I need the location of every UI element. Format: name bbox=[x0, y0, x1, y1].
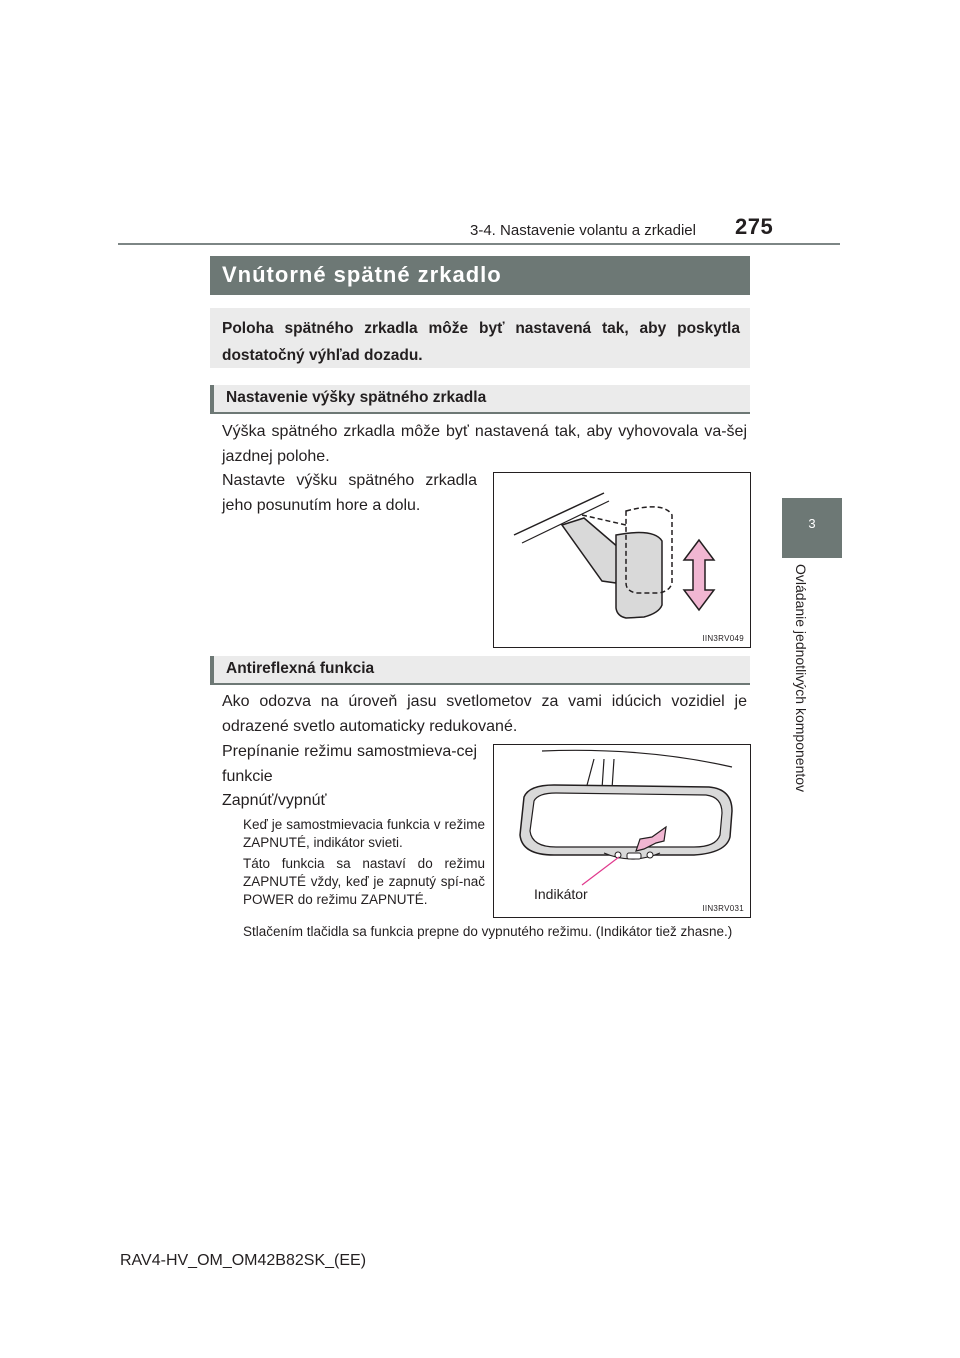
height-paragraph-1: Výška spätného zrkadla môže byť nastavená tak, aby vyhovovala va-šej jazdnej polohe. bbox=[222, 423, 747, 465]
height-paragraph-2: Nastavte výšku spätného zrkadla jeho posunutím hore a dolu. bbox=[222, 472, 477, 514]
subheading-height bbox=[210, 385, 750, 414]
indicator-label: Indikátor bbox=[534, 886, 588, 902]
antiglare-paragraph-1: Ako odozva na úroveň jasu svetlometov za vami idúcich vozidiel je odrazené svetlo automaticky redukované. bbox=[222, 693, 747, 735]
antiglare-note-2: Táto funkcia sa nastaví do režimu ZAPNUTÉ vždy, keď je zapnutý spí-nač POWER do režimu ZAPNUTÉ. bbox=[243, 856, 485, 907]
subheading-antiglare bbox=[210, 656, 750, 685]
header-rule bbox=[118, 243, 840, 245]
antiglare-mirror-illustration bbox=[494, 745, 750, 917]
figure-code: IIN3RV049 bbox=[702, 634, 744, 643]
antiglare-note-1: Keď je samostmievacia funkcia v režime ZAPNUTÉ, indikátor svieti. bbox=[243, 817, 485, 850]
antiglare-note-3: Stlačením tlačidla sa funkcia prepne do vypnutého režimu. (Indikátor tiež zhasne.) bbox=[243, 924, 733, 939]
mirror-height-figure bbox=[493, 472, 751, 648]
page-number: 275 bbox=[735, 214, 774, 239]
subheading-marker bbox=[210, 656, 214, 683]
subheading-antiglare-text: Antireflexná funkcia bbox=[226, 660, 375, 677]
antiglare-mirror-figure bbox=[493, 744, 751, 918]
antiglare-paragraph-3: Zapnúť/vypnúť bbox=[222, 792, 327, 809]
chapter-label bbox=[793, 564, 813, 964]
document-code-footer: RAV4-HV_OM_OM42B82SK_(EE) bbox=[120, 1252, 367, 1269]
header-section-title: 3-4. Nastavenie volantu a zrkadiel bbox=[470, 222, 696, 239]
chapter-label-text: Ovládanie jednotlivých komponentov bbox=[793, 564, 809, 793]
mirror-height-illustration bbox=[494, 473, 750, 647]
intro-text: Poloha spätného zrkadla môže byť nastavená tak, aby poskytla dostatočný výhľad dozadu. bbox=[222, 320, 740, 364]
section-title: Vnútorné spätné zrkadlo bbox=[222, 262, 502, 287]
subheading-marker bbox=[210, 385, 214, 412]
chapter-number: 3 bbox=[808, 516, 816, 531]
figure-code: IIN3RV031 bbox=[702, 904, 744, 913]
antiglare-paragraph-2: Prepínanie režimu samostmieva-cej funkcie bbox=[222, 743, 477, 785]
subheading-height-text: Nastavenie výšky spätného zrkadla bbox=[226, 389, 487, 406]
